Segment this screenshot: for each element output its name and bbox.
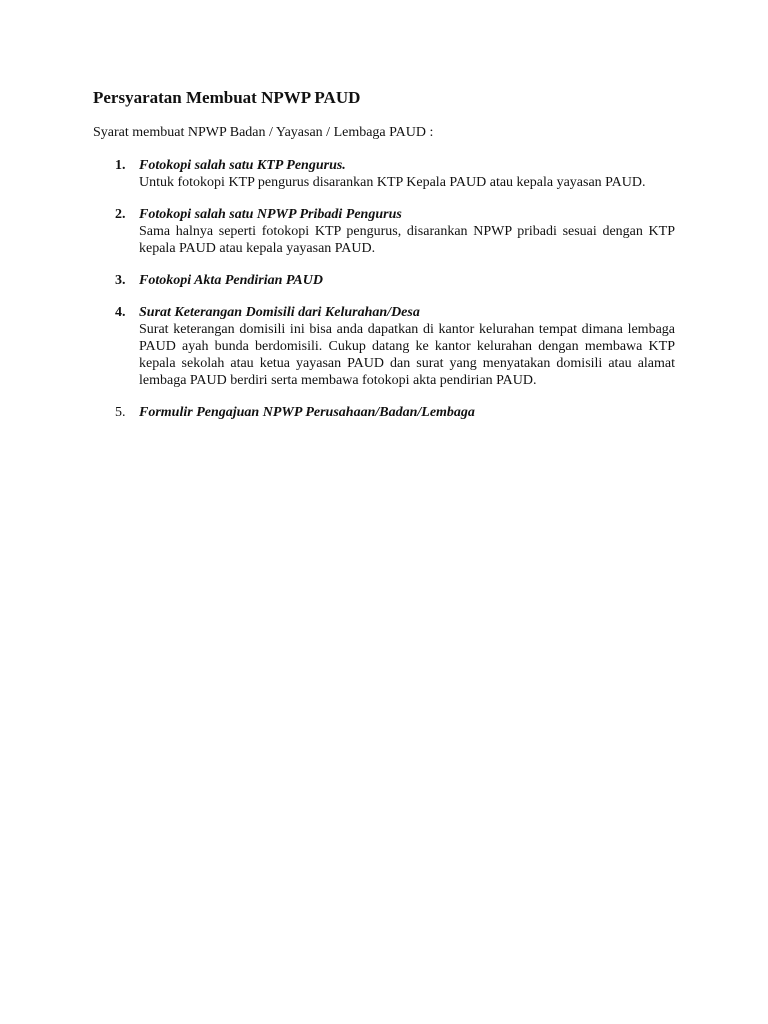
list-item [93,304,675,389]
item-heading: Surat Keterangan Domisili dari Kelurahan/Desa [139,305,420,320]
item-description: Surat keterangan domisili ini bisa anda dapatkan di kantor kelurahan tempat dimana lembaga PAUD ayah bunda berdomisili. Cukup datang ke kantor kelurahan dengan membawa KTP kepala sekolah atau ketua yayasan PAUD dan surat yang menyatakan domisili atau alamat lembaga PAUD berdiri serta membawa fotokopi akta pendirian PAUD. [139,322,675,388]
requirements-list [93,157,675,436]
list-item [93,404,675,421]
item-number: 3. [115,273,126,288]
document-title: Persyaratan Membuat NPWP PAUD [93,88,361,107]
item-description: Sama halnya seperti fotokopi KTP pengurus, disarankan NPWP pribadi sesuai dengan KTP kepala PAUD atau kepala yayasan PAUD. [139,224,675,256]
item-number: 1. [115,158,126,173]
item-heading: Fotokopi salah satu NPWP Pribadi Pengurus [139,207,402,222]
item-heading: Fotokopi salah satu KTP Pengurus. [139,158,346,173]
list-item [93,206,675,257]
item-heading: Fotokopi Akta Pendirian PAUD [139,273,323,288]
item-number: 5. [115,405,126,420]
item-number: 4. [115,305,126,320]
item-number: 2. [115,207,126,222]
item-heading: Formulir Pengajuan NPWP Perusahaan/Badan/Lembaga [139,405,475,420]
list-item [93,272,675,289]
item-description: Untuk fotokopi KTP pengurus disarankan KTP Kepala PAUD atau kepala yayasan PAUD. [139,175,646,190]
list-item [93,157,675,191]
intro-text: Syarat membuat NPWP Badan / Yayasan / Lembaga PAUD : [93,125,434,140]
